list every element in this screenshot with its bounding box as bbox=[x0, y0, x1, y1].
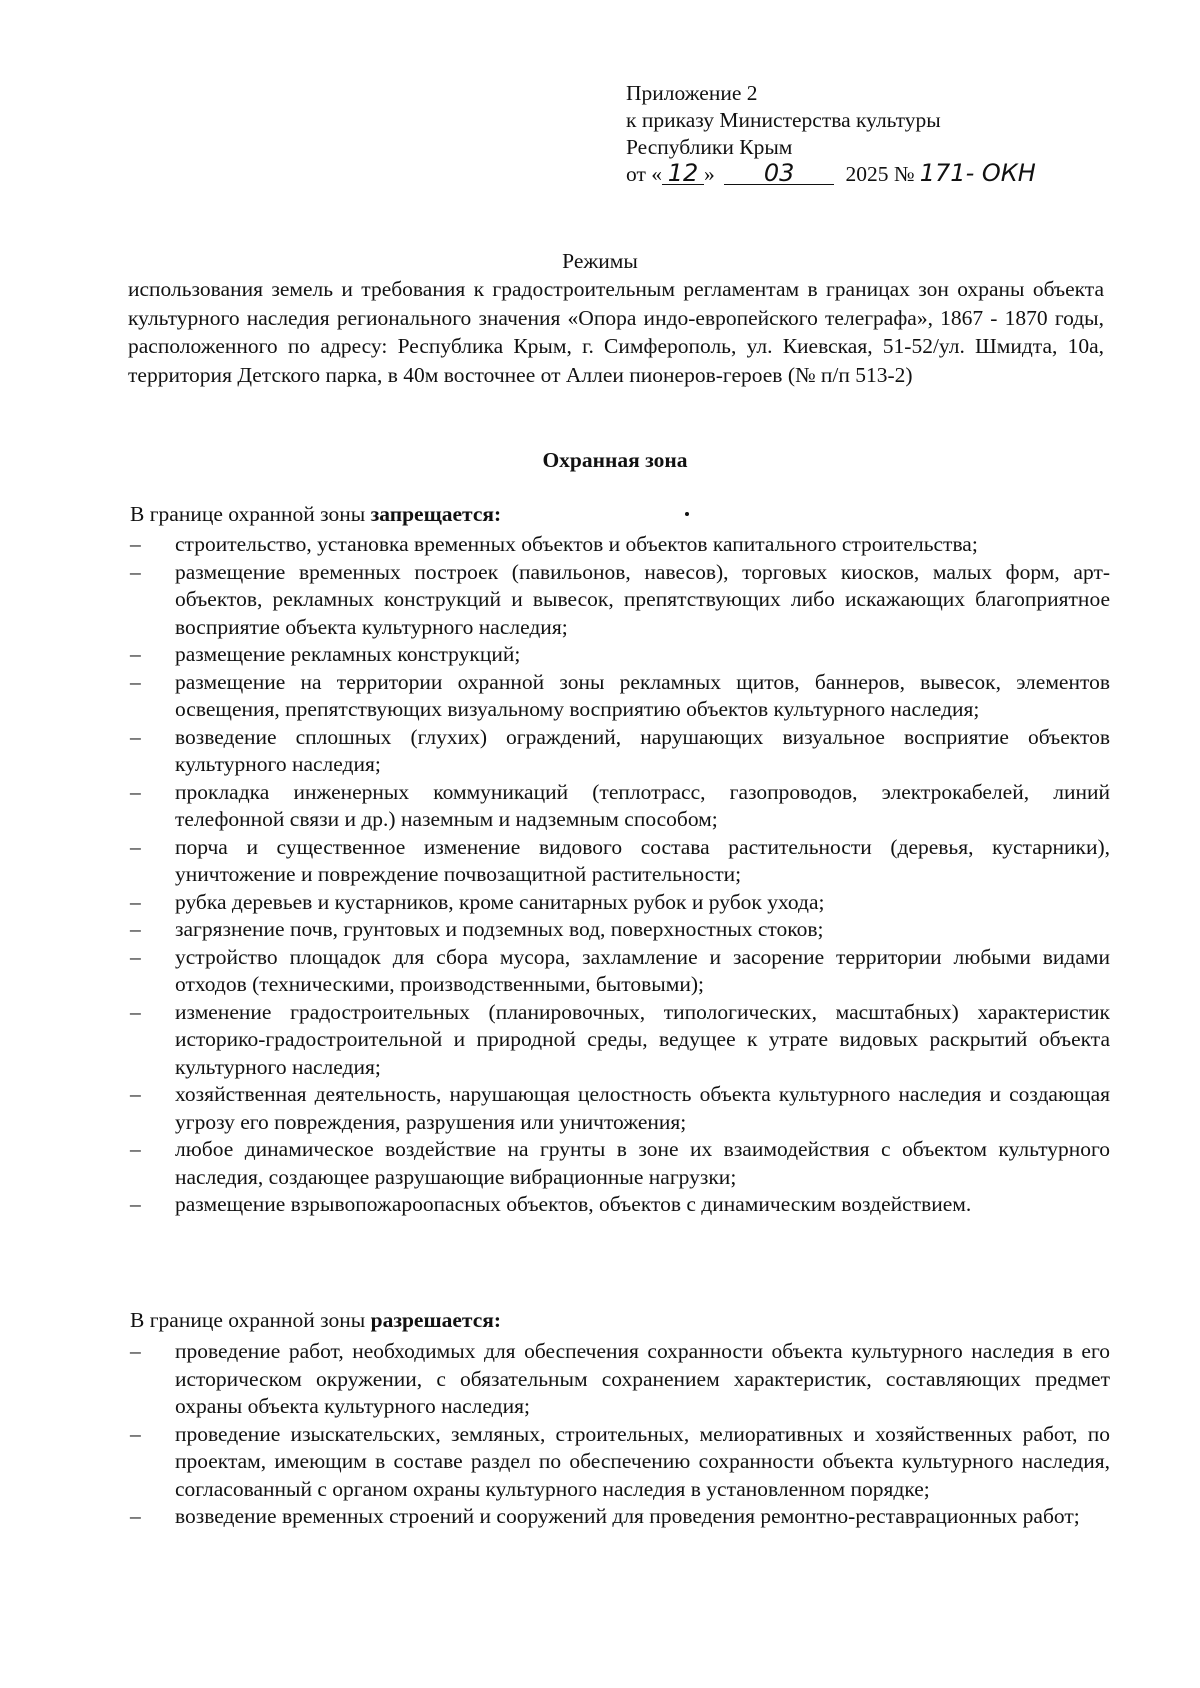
allowed-list bbox=[130, 1338, 1110, 1531]
prohibited-intro-bold: запрещается: bbox=[370, 502, 502, 526]
prohibited-list bbox=[130, 531, 1110, 1219]
document-subtitle: использования земель и требования к градостроительным регламентам в границах зон охраны объекта культурного наследия регионального значения «Опора индо-европейского телеграфа», 1867 - 1870 годы, расположенного по адресу: Республика Крым, г. Симферополь, ул. Киевская, 51-52/ул. Шмидта, 10а, территория Детского парка, в 40м восточнее от Аллеи пионеров-героев (№ п/п 513-2) bbox=[128, 277, 1104, 387]
date-mid: » bbox=[704, 162, 715, 186]
list-item bbox=[130, 1421, 1110, 1504]
stray-dot bbox=[685, 512, 689, 516]
list-item bbox=[130, 531, 1110, 559]
order-number: 171- ОКН bbox=[919, 159, 1036, 187]
list-dash: – bbox=[130, 1504, 141, 1528]
list-item bbox=[130, 944, 1110, 999]
prohibited-intro bbox=[130, 502, 501, 527]
list-item bbox=[130, 1191, 1110, 1219]
date-year: 2025 № bbox=[845, 162, 915, 186]
list-dash: – bbox=[130, 724, 141, 749]
appendix-line-3: Республики Крым bbox=[626, 135, 793, 159]
list-dash: – bbox=[130, 779, 141, 804]
list-dash: – bbox=[130, 917, 141, 941]
list-item-text: изменение градостроительных (планировочных, типологических, масштабных) характеристик историко-градостроительной и природной среды, ведущее к утрате видовых раскрытий объекта культурного наследия; bbox=[175, 999, 1110, 1079]
list-item-text: устройство площадок для сбора мусора, захламление и засорение территории любыми видами отходов (техническими, производственными, бытовыми); bbox=[175, 944, 1110, 996]
list-item-text: возведение временных строений и сооружений для проведения ремонтно-реставрационных работ; bbox=[175, 1504, 1080, 1528]
list-dash: – bbox=[130, 1137, 141, 1161]
appendix-line-1: Приложение 2 bbox=[626, 81, 758, 105]
list-dash: – bbox=[130, 532, 141, 556]
date-day: 12 bbox=[662, 162, 704, 185]
list-item-text: проведение работ, необходимых для обеспечения сохранности объекта культурного наследия в его историческом окружении, с обязательным сохранением характеристик, составляющих предмет охраны объекта культурного наследия; bbox=[175, 1339, 1110, 1418]
list-dash: – bbox=[130, 1339, 141, 1363]
list-item bbox=[130, 999, 1110, 1082]
list-item bbox=[130, 834, 1110, 889]
list-item-text: строительство, установка временных объектов и объектов капитального строительства; bbox=[175, 532, 978, 556]
list-item bbox=[130, 1136, 1110, 1191]
list-item bbox=[130, 779, 1110, 834]
appendix-date-line bbox=[626, 161, 1060, 188]
prohibited-intro-text: В границе охранной зоны bbox=[130, 502, 371, 526]
list-item-text: проведение изыскательских, земляных, строительных, мелиоративных и хозяйственных работ, по проектам, имеющим в составе раздел по обеспечению сохранности объекта культурного наследия, согласованный с органом охраны культурного наследия в установленном порядке; bbox=[175, 1421, 1110, 1501]
list-item-text: размещение рекламных конструкций; bbox=[175, 642, 521, 666]
list-dash: – bbox=[130, 889, 141, 914]
list-item bbox=[130, 641, 1110, 669]
list-dash: – bbox=[130, 1192, 141, 1216]
list-item-text: размещение взрывопожароопасных объектов, объектов с динамическим воздействием. bbox=[175, 1192, 972, 1216]
list-dash: – bbox=[130, 642, 141, 666]
list-dash: – bbox=[130, 559, 141, 584]
list-dash: – bbox=[130, 999, 141, 1024]
document-title: Режимы bbox=[562, 249, 638, 273]
appendix-header bbox=[626, 80, 1060, 188]
list-item bbox=[130, 669, 1110, 724]
section-heading: Охранная зона bbox=[542, 448, 688, 472]
list-item bbox=[130, 1081, 1110, 1136]
appendix-line-2: к приказу Министерства культуры bbox=[626, 108, 941, 132]
allowed-intro-bold: разрешается: bbox=[370, 1308, 502, 1332]
list-item bbox=[130, 916, 1110, 944]
allowed-intro-text: В границе охранной зоны bbox=[130, 1308, 371, 1332]
list-item-text: рубка деревьев и кустарников, кроме санитарных рубок и рубок ухода; bbox=[175, 889, 825, 914]
allowed-intro bbox=[130, 1308, 501, 1333]
list-item bbox=[130, 724, 1110, 779]
list-item-text: любое динамическое воздействие на грунты в зоне их взаимодействия с объектом культурного наследия, создающее разрушающие вибрационные нагрузки; bbox=[175, 1137, 1110, 1189]
list-item-text: размещение временных построек (павильонов, навесов), торговых киосков, малых форм, арт-объектов, рекламных конструкций и вывесок, препятствующих либо искажающих благоприятное восприятие объекта культурного наследия; bbox=[175, 559, 1110, 639]
list-item-text: прокладка инженерных коммуникаций (теплотрасс, газопроводов, электрокабелей, линий телефонной связи и др.) наземным и надземным способом; bbox=[175, 779, 1110, 831]
list-item-text: хозяйственная деятельность, нарушающая целостность объекта культурного наследия и создающая угрозу его повреждения, разрушения или уничтожения; bbox=[175, 1082, 1110, 1134]
list-item-text: загрязнение почв, грунтовых и подземных вод, поверхностных стоков; bbox=[175, 917, 824, 941]
list-item-text: возведение сплошных (глухих) ограждений, нарушающих визуальное восприятие объектов культурного наследия; bbox=[175, 724, 1110, 776]
list-dash: – bbox=[130, 1082, 141, 1106]
list-item bbox=[130, 889, 1110, 917]
date-prefix: от « bbox=[626, 162, 662, 186]
date-month: 03 bbox=[724, 162, 834, 185]
list-item-text: порча и существенное изменение видового состава растительности (деревья, кустарники), уничтожение и повреждение почвозащитной растительности; bbox=[175, 834, 1110, 886]
list-item-text: размещение на территории охранной зоны рекламных щитов, баннеров, вывесок, элементов освещения, препятствующих визуальному восприятию объектов культурного наследия; bbox=[175, 669, 1110, 721]
list-dash: – bbox=[130, 669, 141, 694]
list-item bbox=[130, 1338, 1110, 1421]
list-item bbox=[130, 1503, 1110, 1531]
list-item bbox=[130, 559, 1110, 642]
list-dash: – bbox=[130, 1421, 141, 1446]
list-dash: – bbox=[130, 944, 141, 969]
list-dash: – bbox=[130, 834, 141, 859]
